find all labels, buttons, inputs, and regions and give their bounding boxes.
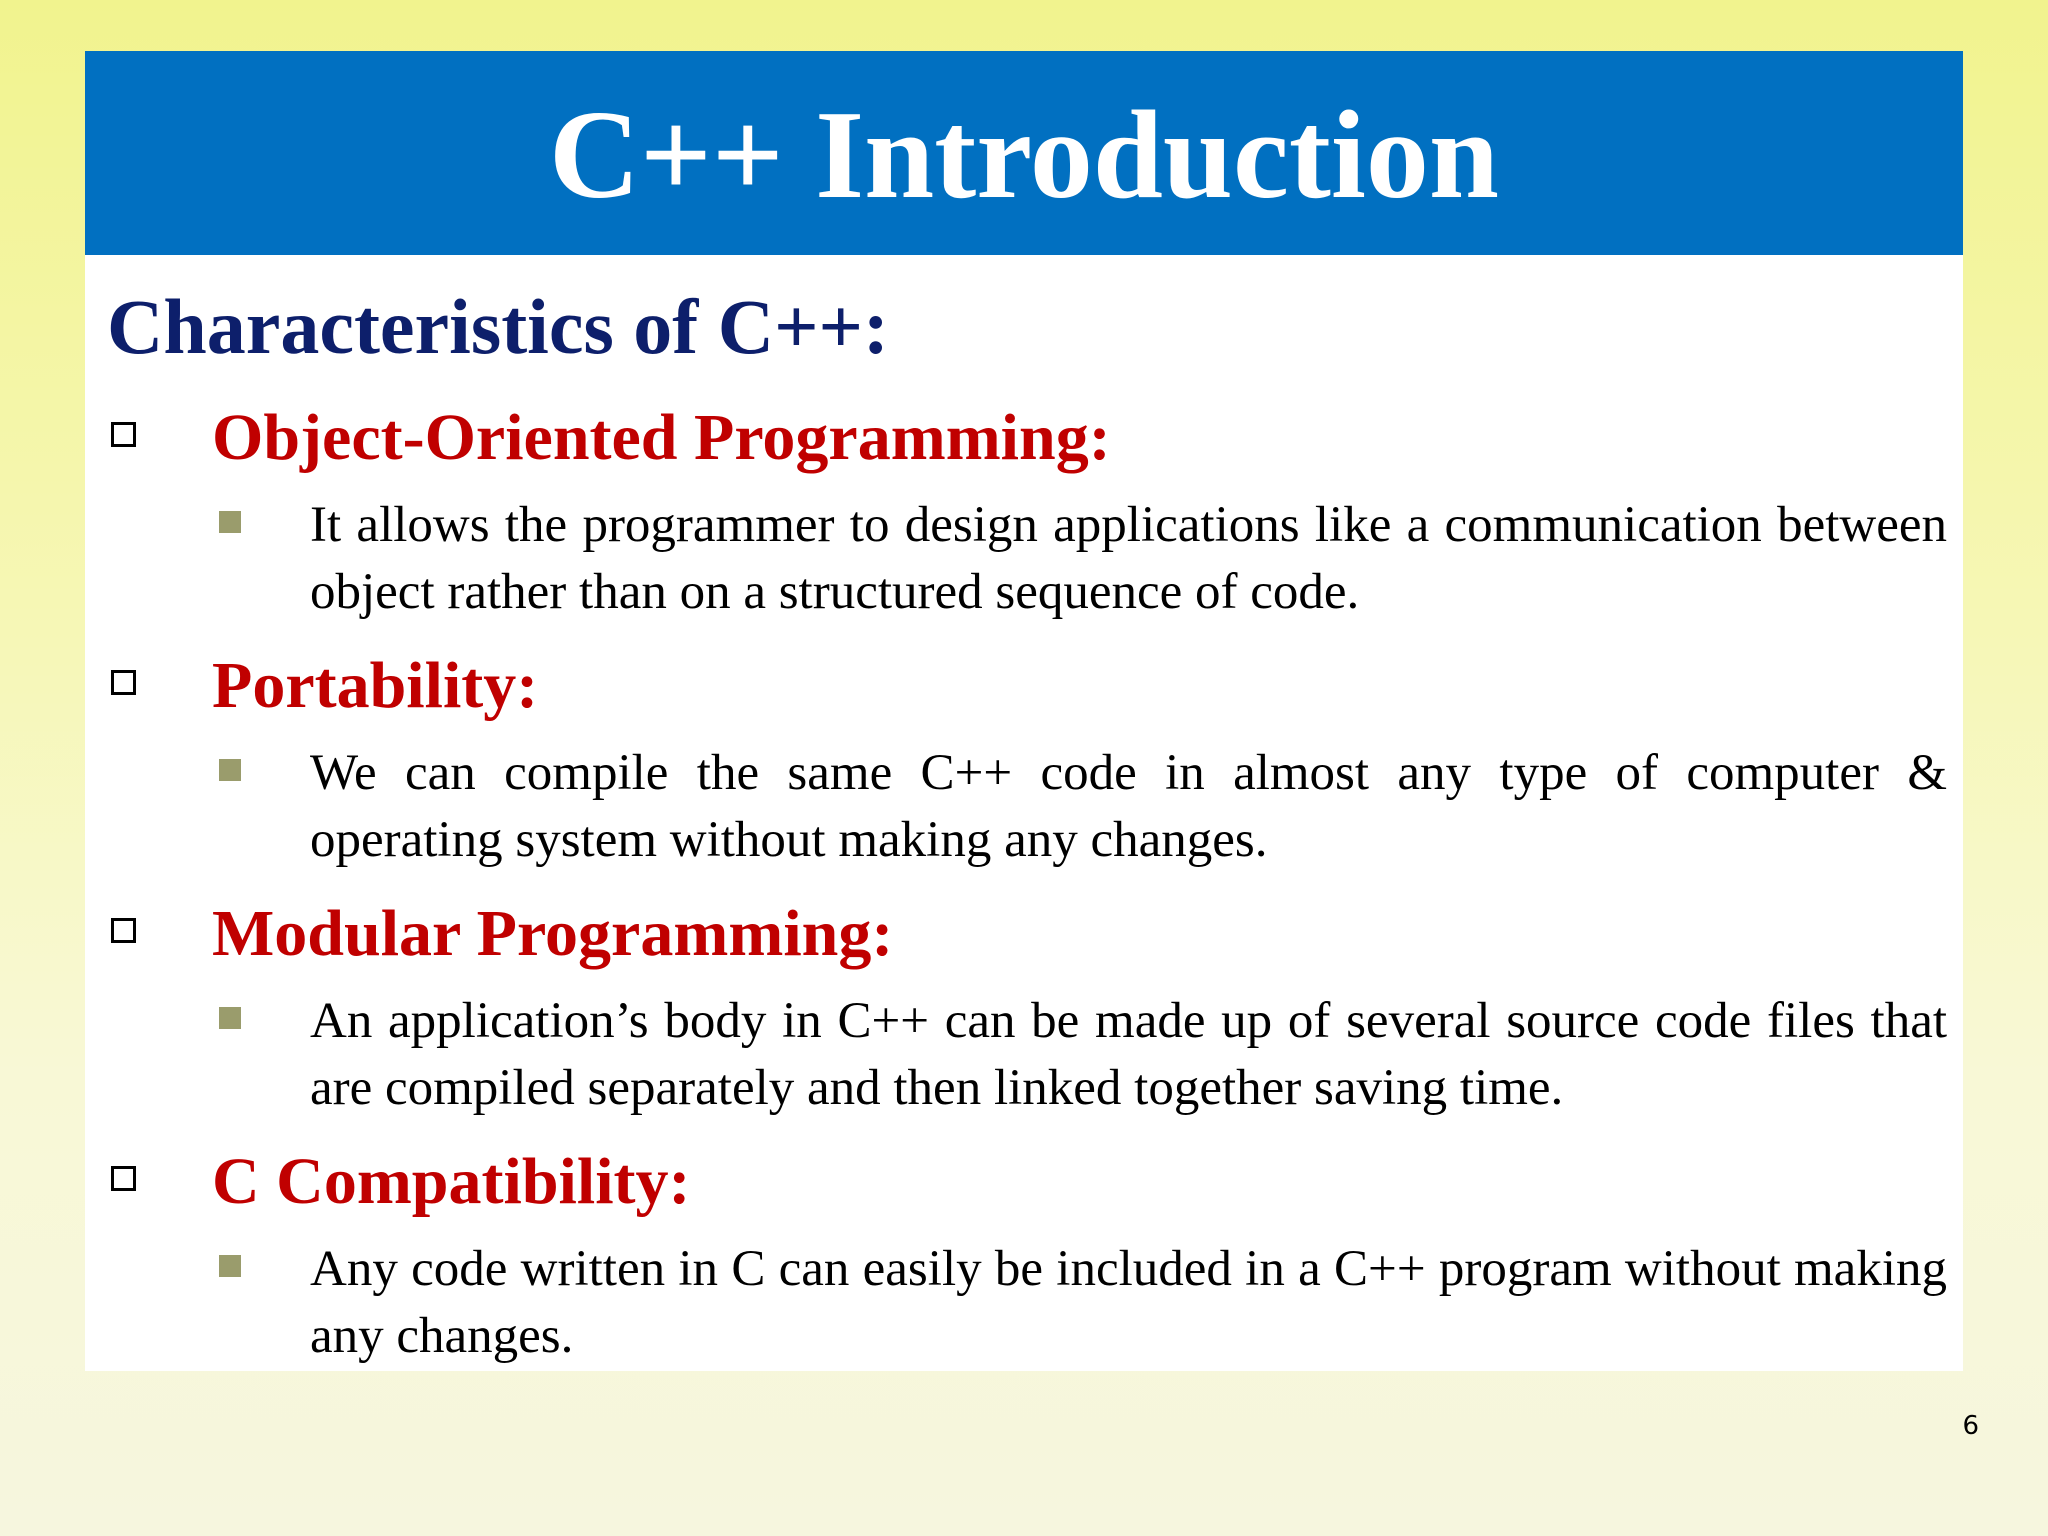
section-header <box>107 400 1947 484</box>
section-header <box>107 1144 1947 1228</box>
bullet-text: Any code written in C can easily be included in a C++ program without making any changes. <box>310 1241 1947 1364</box>
page-number: 6 <box>1962 1411 1979 1441</box>
section-heading: C Compatibility: <box>212 1145 691 1218</box>
section-modular <box>107 896 1947 1122</box>
bullet-item <box>107 492 1947 626</box>
section-header <box>107 896 1947 980</box>
filled-square-icon <box>219 511 241 533</box>
section-heading: Object-Oriented Programming: <box>212 401 1111 474</box>
section-header <box>107 648 1947 732</box>
bullet-text: An application’s body in C++ can be made up of several source code files that are compiled separately and then linked together saving time. <box>310 993 1947 1116</box>
section-object-oriented <box>107 400 1947 626</box>
bullet-item <box>107 740 1947 874</box>
section-heading: Modular Programming: <box>212 897 894 970</box>
section-portability <box>107 648 1947 874</box>
title-bar <box>85 51 1963 255</box>
section-c-compatibility <box>107 1144 1947 1370</box>
section-heading: Portability: <box>212 649 539 722</box>
hollow-square-icon <box>111 918 136 943</box>
hollow-square-icon <box>111 670 136 695</box>
slide-subheading: Characteristics of C++: <box>107 283 889 370</box>
filled-square-icon <box>219 1007 241 1029</box>
bullet-text: It allows the programmer to design applications like a communication between object rather than on a structured sequence of code. <box>310 497 1947 620</box>
bullet-item <box>107 1236 1947 1370</box>
hollow-square-icon <box>111 422 136 447</box>
filled-square-icon <box>219 1255 241 1277</box>
bullet-text: We can compile the same C++ code in almost any type of computer & operating system without making any changes. <box>310 745 1947 868</box>
slide-title: C++ Introduction <box>549 86 1499 225</box>
bullet-item <box>107 988 1947 1122</box>
filled-square-icon <box>219 759 241 781</box>
hollow-square-icon <box>111 1166 136 1191</box>
